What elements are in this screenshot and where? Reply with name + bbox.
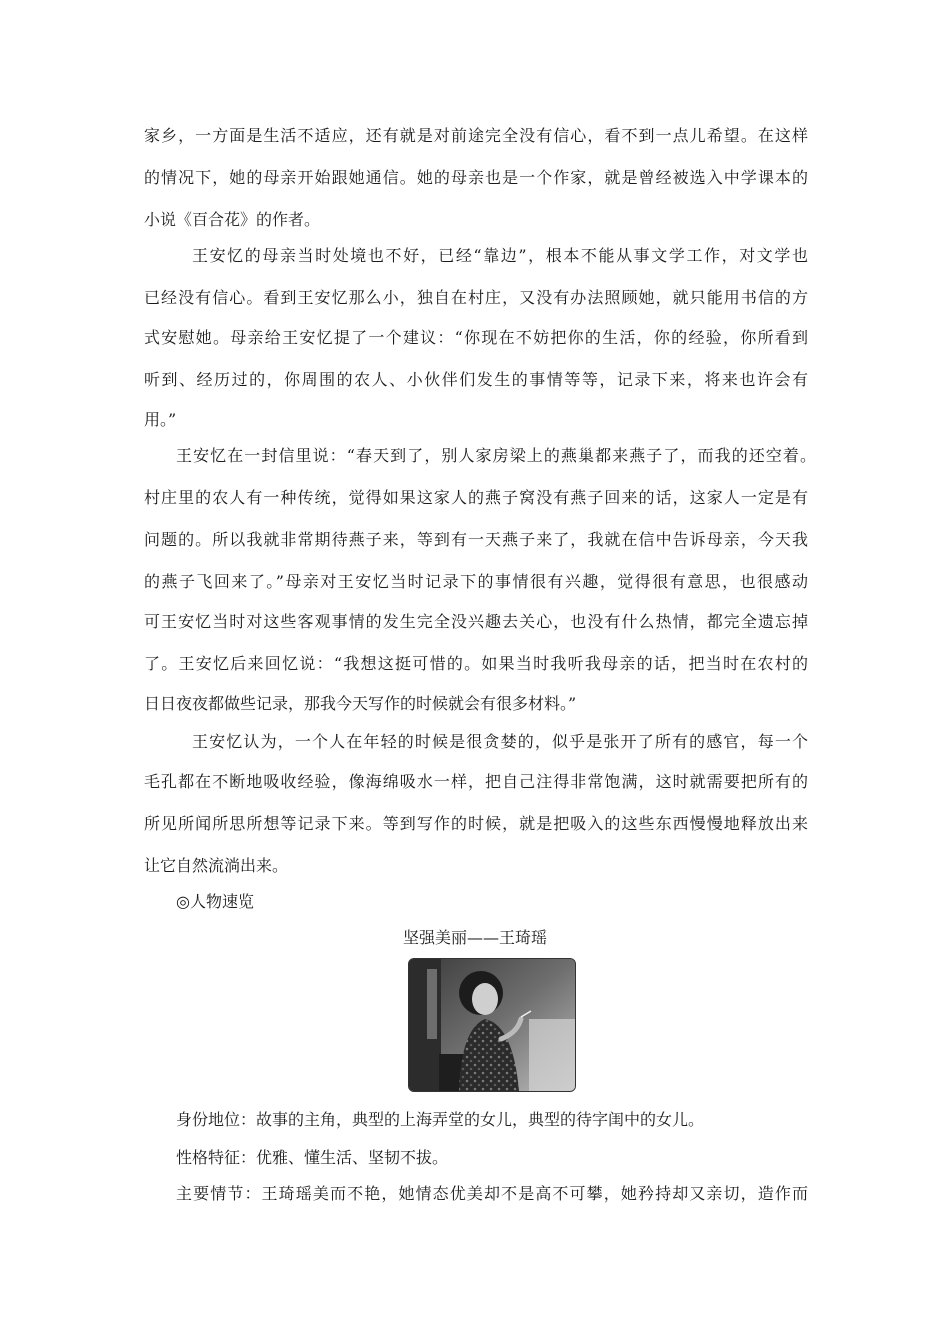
paragraph-line: 村庄里的农人有一种传统，觉得如果这家人的燕子窝没有燕子回来的话，这家人一定是有: [144, 488, 808, 507]
paragraph-line: 让它自然流淌出来。: [144, 856, 289, 875]
profile-personality: 性格特征：优雅、懂生活、坚韧不拔。: [176, 1148, 449, 1167]
paragraph-line: 毛孔都在不断地吸收经验，像海绵吸水一样，把自己注得非常饱满，这时就需要把所有的: [144, 772, 808, 791]
profile-plot: 主要情节：王琦瑶美而不艳，她情态优美却不是高不可攀，她矜持却又亲切，造作而: [176, 1184, 808, 1203]
paragraph-line: 王安忆的母亲当时处境也不好，已经“靠边”，根本不能从事文学工作，对文学也: [192, 246, 808, 265]
paragraph-line: 已经没有信心。看到王安忆那么小，独自在村庄，又没有办法照顾她，就只能用书信的方: [144, 288, 808, 307]
paragraph-line: 了。王安忆后来回忆说：“我想这挺可惜的。如果当时我听我母亲的话，把当时在农村的: [144, 654, 808, 673]
paragraph-line: 的情况下，她的母亲开始跟她通信。她的母亲也是一个作家，就是曾经被选入中学课本的: [144, 168, 808, 187]
section-heading: ◎人物速览: [176, 892, 254, 911]
character-photo: [408, 958, 576, 1092]
profile-identity: 身份地位：故事的主角，典型的上海弄堂的女儿，典型的待字闺中的女儿。: [176, 1110, 705, 1129]
paragraph-line: 日日夜夜都做些记录，那我今天写作的时候就会有很多材料。”: [144, 694, 577, 713]
paragraph-line: 可王安忆当时对这些客观事情的发生完全没兴趣去关心，也没有什么热情，都完全遗忘掉: [144, 612, 808, 631]
paragraph-line: 所见所闻所思所想等记录下来。等到写作的时候，就是把吸入的这些东西慢慢地释放出来: [144, 814, 808, 833]
paragraph-line: 问题的。所以我就非常期待燕子来，等到有一天燕子来了，我就在信中告诉母亲，今天我: [144, 530, 808, 549]
paragraph-line: 王安忆在一封信里说：“春天到了，别人家房梁上的燕巢都来燕子了，而我的还空着。: [176, 446, 816, 465]
paragraph-line: 小说《百合花》的作者。: [144, 210, 321, 229]
paragraph-line: 用。”: [144, 410, 177, 429]
paragraph-line: 家乡，一方面是生活不适应，还有就是对前途完全没有信心，看不到一点儿希望。在这样: [144, 126, 808, 145]
photo-caption: 坚强美丽——王琦瑶: [402, 928, 547, 947]
paragraph-line: 王安忆认为，一个人在年轻的时候是很贪婪的，似乎是张开了所有的感官，每一个: [192, 732, 808, 751]
paragraph-line: 听到、经历过的，你周围的农人、小伙伴们发生的事情等等，记录下来，将来也许会有: [144, 370, 808, 389]
paragraph-line: 的燕子飞回来了。”母亲对王安忆当时记录下的事情很有兴趣，觉得很有意思，也很感动: [144, 572, 808, 591]
paragraph-line: 式安慰她。母亲给王安忆提了一个建议：“你现在不妨把你的生活，你的经验，你所看到: [144, 328, 808, 347]
